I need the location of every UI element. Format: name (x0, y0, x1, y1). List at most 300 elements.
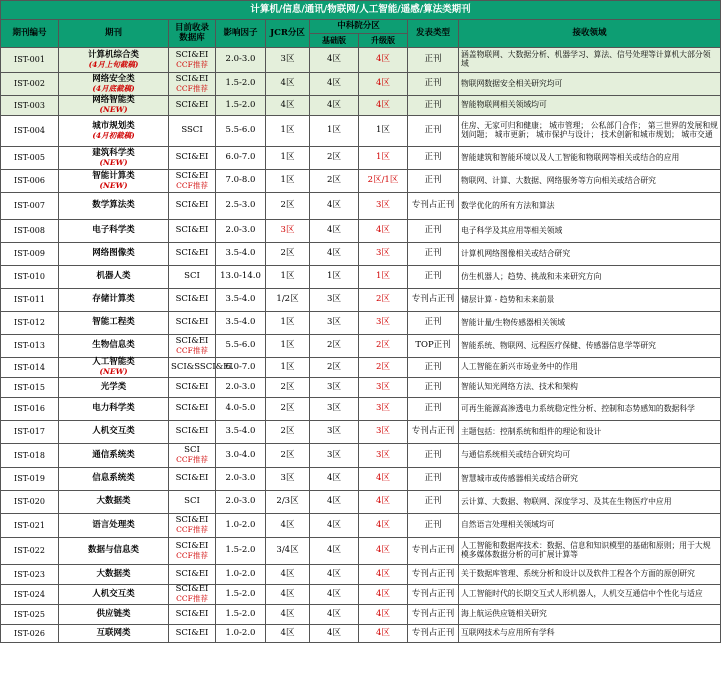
jcr-zone: 2区 (266, 378, 310, 398)
journal-name: 网络图像类 (92, 248, 135, 259)
jcr-zone: 3区 (266, 48, 310, 73)
database-cell (169, 170, 216, 193)
table-row (1, 421, 721, 444)
database-cell (169, 358, 233, 378)
publication-type: 正刊 (408, 398, 459, 421)
database: SCI&EI (175, 568, 209, 579)
jcr-zone: 1区 (266, 266, 310, 289)
cas-basic-zone: 4区 (310, 514, 359, 538)
deadline-note: (4月底截稿) (92, 83, 135, 93)
publication-type: 正刊 (408, 243, 459, 266)
journal-id: IST-010 (1, 266, 59, 289)
table-row (1, 625, 721, 643)
journal-name-cell (59, 378, 169, 398)
cas-basic-zone: 3区 (310, 398, 359, 421)
cas-upgrade-zone: 3区 (359, 421, 408, 444)
jcr-zone: 4区 (266, 605, 310, 625)
sheet-title: 计算机/信息/通讯/物联网/人工智能/遥感/算法类期刊 (1, 1, 721, 20)
publication-type: 正刊 (408, 147, 459, 170)
database: SCI&SSCI&EI (171, 361, 233, 372)
journal-name: 大数据类 (96, 568, 131, 579)
journal-name: 生物信息类 (92, 340, 135, 351)
database: SCI&EI (175, 152, 209, 163)
ccf-badge: CCF推荐 (176, 345, 208, 355)
database-cell (169, 378, 216, 398)
impact-factor: 1.5-2.0 (216, 538, 266, 565)
cas-upgrade-zone: 4区 (359, 48, 408, 73)
impact-factor: 2.0-3.0 (216, 48, 266, 73)
cas-upgrade-zone: 4区 (359, 491, 408, 514)
database-cell (169, 585, 216, 605)
journal-id: IST-016 (1, 398, 59, 421)
journal-id: IST-022 (1, 538, 59, 565)
database: SCI&EI (175, 200, 209, 211)
accepted-fields: 可再生能源高渗透电力系统稳定性分析、控制和态势感知的数据科学 (459, 398, 721, 421)
publication-type: 专刊占正刊 (408, 605, 459, 625)
jcr-zone: 1区 (266, 358, 310, 378)
cas-basic-zone: 3区 (310, 444, 359, 468)
cas-upgrade-zone: 1区 (359, 116, 408, 147)
cas-basic-zone: 1区 (310, 116, 359, 147)
table-row (1, 96, 721, 116)
ccf-badge: CCF推荐 (176, 594, 208, 604)
journal-name-cell (59, 625, 169, 643)
accepted-fields: 与通信系统相关或结合研究均可 (459, 444, 721, 468)
table-row (1, 116, 721, 147)
database-cell (169, 147, 216, 170)
journal-id: IST-008 (1, 220, 59, 243)
database: SCI&EI (175, 608, 209, 619)
table-row (1, 358, 721, 378)
cas-upgrade-zone: 3区 (359, 378, 408, 398)
database: SCI&EI (175, 170, 209, 181)
publication-type: 专刊占正刊 (408, 289, 459, 312)
ccf-badge: CCF推荐 (176, 83, 208, 93)
cas-basic-zone: 4区 (310, 468, 359, 491)
database: SCI&EI (175, 515, 209, 526)
cas-upgrade-zone: 2区 (359, 335, 408, 358)
journal-id: IST-011 (1, 289, 59, 312)
publication-type: 正刊 (408, 378, 459, 398)
database-cell (169, 398, 216, 421)
journal-name-cell (59, 538, 169, 565)
database-cell (169, 335, 216, 358)
jcr-zone: 4区 (266, 514, 310, 538)
cas-upgrade-zone: 4区 (359, 605, 408, 625)
cas-upgrade-zone: 4区 (359, 565, 408, 585)
impact-factor: 6.0-7.0 (216, 147, 266, 170)
impact-factor: 4.0-5.0 (216, 398, 266, 421)
table-row (1, 444, 721, 468)
journal-id: IST-013 (1, 335, 59, 358)
cas-upgrade-zone: 4区 (359, 73, 408, 96)
database: SCI&EI (175, 317, 209, 328)
cas-basic-zone: 4区 (310, 538, 359, 565)
impact-factor: 2.5-3.0 (216, 193, 266, 220)
journal-name: 电子科学类 (92, 225, 135, 236)
cas-basic-zone: 3区 (310, 289, 359, 312)
jcr-zone: 2/3区 (266, 491, 310, 514)
publication-type: 正刊 (408, 468, 459, 491)
accepted-fields: 主题包括：控制系统和组件的理论和设计 (459, 421, 721, 444)
database: SCI (184, 445, 200, 456)
database-cell (169, 312, 216, 335)
cas-basic-zone: 4区 (310, 625, 359, 643)
journal-name: 存储计算类 (92, 294, 135, 305)
ccf-badge: CCF推荐 (176, 180, 208, 190)
database-cell (169, 565, 216, 585)
database: SCI&EI (175, 426, 209, 437)
journal-name: 光学类 (100, 381, 127, 392)
jcr-zone: 4区 (266, 625, 310, 643)
impact-factor: 3.5-4.0 (216, 243, 266, 266)
journal-id: IST-023 (1, 565, 59, 585)
impact-factor: 1.5-2.0 (216, 96, 266, 116)
jcr-zone: 1区 (266, 116, 310, 147)
journal-name-cell (59, 116, 169, 147)
deadline-note: (NEW) (99, 105, 128, 115)
publication-type: 正刊 (408, 48, 459, 73)
cas-basic-zone: 3区 (310, 421, 359, 444)
jcr-zone: 2区 (266, 398, 310, 421)
ccf-badge: CCF推荐 (176, 550, 208, 560)
accepted-fields: 智慧城市或传感器相关或结合研究 (459, 468, 721, 491)
jcr-zone: 2区 (266, 193, 310, 220)
cas-basic-zone: 4区 (310, 96, 359, 116)
cas-basic-zone: 2区 (310, 335, 359, 358)
cas-upgrade-zone: 4区 (359, 538, 408, 565)
cas-upgrade-zone: 3区 (359, 312, 408, 335)
table-row (1, 605, 721, 625)
journal-id: IST-014 (1, 358, 59, 378)
journal-name-cell (59, 565, 169, 585)
impact-factor: 1.5-2.0 (216, 605, 266, 625)
impact-factor: 5.5-6.0 (216, 116, 266, 147)
accepted-fields: 涵盖物联网、大数据分析、机器学习、算法、信号处理等计算机大部分领域 (459, 48, 721, 73)
journal-name-cell (59, 514, 169, 538)
table-row (1, 220, 721, 243)
cas-basic-zone: 3区 (310, 378, 359, 398)
cas-upgrade-zone: 3区 (359, 243, 408, 266)
journal-name-cell (59, 220, 169, 243)
accepted-fields: 人工智能时代的长期交互式人形机器人，人机交互通信中个性化与适应 (459, 585, 721, 605)
cas-basic-zone: 4区 (310, 220, 359, 243)
journal-id: IST-026 (1, 625, 59, 643)
cas-basic-zone: 2区 (310, 147, 359, 170)
cas-upgrade-zone: 2区/1区 (359, 170, 408, 193)
database: SCI&EI (175, 473, 209, 484)
jcr-zone: 1区 (266, 147, 310, 170)
database-cell (169, 421, 216, 444)
publication-type: 正刊 (408, 116, 459, 147)
publication-type: 正刊 (408, 96, 459, 116)
cas-basic-zone: 4区 (310, 565, 359, 585)
publication-type: TOP正刊 (408, 335, 459, 358)
table-row (1, 312, 721, 335)
table-row (1, 335, 721, 358)
journal-id: IST-024 (1, 585, 59, 605)
table-row (1, 48, 721, 73)
database: SCI&EI (175, 73, 209, 84)
accepted-fields: 数学优化的所有方法和算法 (459, 193, 721, 220)
jcr-zone: 3区 (266, 220, 310, 243)
accepted-fields: 电子科学及其应用等相关领域 (459, 220, 721, 243)
journal-id: IST-012 (1, 312, 59, 335)
database: SCI&EI (175, 381, 209, 392)
cas-basic-zone: 4区 (310, 48, 359, 73)
database-cell (169, 625, 216, 643)
cas-basic-zone: 1区 (310, 266, 359, 289)
journal-id: IST-021 (1, 514, 59, 538)
database: SCI&EI (175, 248, 209, 259)
publication-type: 正刊 (408, 266, 459, 289)
cas-upgrade-zone: 4区 (359, 514, 408, 538)
ccf-badge: CCF推荐 (176, 59, 208, 69)
journal-name: 城市规划类 (92, 120, 135, 131)
database-cell (169, 73, 216, 96)
publication-type: 专刊占正刊 (408, 565, 459, 585)
cas-upgrade-zone: 3区 (359, 444, 408, 468)
database: SCI&EI (175, 627, 209, 638)
jcr-zone: 4区 (266, 565, 310, 585)
journal-name: 大数据类 (96, 496, 131, 507)
table-row (1, 468, 721, 491)
journal-id: IST-015 (1, 378, 59, 398)
journal-name-cell (59, 605, 169, 625)
publication-type: 正刊 (408, 312, 459, 335)
journal-id: IST-017 (1, 421, 59, 444)
journal-name: 网络安全类 (92, 73, 135, 84)
cas-basic-zone: 4区 (310, 193, 359, 220)
accepted-fields: 计算机网络图像相关或结合研究 (459, 243, 721, 266)
jcr-zone: 1/2区 (266, 289, 310, 312)
cas-upgrade-zone: 3区 (359, 193, 408, 220)
journal-id: IST-025 (1, 605, 59, 625)
table-row (1, 170, 721, 193)
journal-name-cell (59, 444, 169, 468)
impact-factor: 3.5-4.0 (216, 421, 266, 444)
publication-type: 正刊 (408, 444, 459, 468)
database: SCI&EI (175, 403, 209, 414)
database-cell (169, 266, 216, 289)
journal-name: 通信系统类 (92, 449, 135, 460)
journal-name-cell (59, 243, 169, 266)
journal-id: IST-019 (1, 468, 59, 491)
database: SCI&EI (175, 49, 209, 60)
database: SCI&EI (175, 99, 209, 110)
journal-id: IST-004 (1, 116, 59, 147)
accepted-fields: 互联网技术与应用所有学科 (459, 625, 721, 643)
cas-upgrade-zone: 1区 (359, 266, 408, 289)
accepted-fields: 储层计算 - 趋势和未来前景 (459, 289, 721, 312)
accepted-fields: 智能建筑和智能环境以及人工智能和物联网等相关或结合的应用 (459, 147, 721, 170)
accepted-fields: 物联网数据安全相关研究均可 (459, 73, 721, 96)
cas-basic-zone: 3区 (310, 312, 359, 335)
accepted-fields: 海上航运供应链相关研究 (459, 605, 721, 625)
cas-upgrade-zone: 2区 (359, 358, 408, 378)
journal-id: IST-007 (1, 193, 59, 220)
accepted-fields: 自然语言处理相关领域均可 (459, 514, 721, 538)
cas-upgrade-zone: 1区 (359, 147, 408, 170)
journal-name: 智能工程类 (92, 317, 135, 328)
impact-factor: 3.5-4.0 (216, 312, 266, 335)
journal-id: IST-009 (1, 243, 59, 266)
database-cell (169, 116, 216, 147)
table-row (1, 585, 721, 605)
deadline-note: (NEW) (99, 180, 128, 190)
table-body (1, 48, 721, 643)
deadline-note: (4月上旬截稿) (88, 59, 139, 69)
impact-factor: 1.0-2.0 (216, 625, 266, 643)
table-row (1, 147, 721, 170)
database-cell (169, 514, 216, 538)
jcr-zone: 2区 (266, 243, 310, 266)
database-cell (169, 243, 216, 266)
journal-name-cell (59, 73, 169, 96)
table-row (1, 491, 721, 514)
impact-factor: 1.5-2.0 (216, 585, 266, 605)
journal-name: 互联网类 (96, 627, 131, 638)
table-row (1, 398, 721, 421)
header-journal: 期刊 (59, 20, 169, 48)
jcr-zone: 4区 (266, 96, 310, 116)
journal-id: IST-005 (1, 147, 59, 170)
header-db: 目前收录数据库 (169, 20, 216, 48)
accepted-fields: 关于数据库管理、系统分析和设计以及软件工程各个方面的原创研究 (459, 565, 721, 585)
journal-id: IST-006 (1, 170, 59, 193)
cas-upgrade-zone: 4区 (359, 468, 408, 491)
ccf-badge: CCF推荐 (176, 525, 208, 535)
database: SCI&EI (175, 294, 209, 305)
jcr-zone: 2区 (266, 421, 310, 444)
accepted-fields: 智能计量/生物传感器相关领域 (459, 312, 721, 335)
journal-name-cell (59, 468, 169, 491)
impact-factor: 2.0-3.0 (216, 220, 266, 243)
database-cell (169, 444, 216, 468)
accepted-fields: 云计算、大数据、物联网、深度学习、及其在生物医疗中应用 (459, 491, 721, 514)
publication-type: 专刊占正刊 (408, 585, 459, 605)
journal-name-cell (59, 193, 169, 220)
table-row (1, 193, 721, 220)
journal-name: 人工智能类 (92, 357, 135, 368)
cas-basic-zone: 2区 (310, 358, 359, 378)
publication-type: 专刊占正刊 (408, 625, 459, 643)
header-cas-upgrade: 升级版 (359, 34, 408, 48)
journal-name-cell (59, 421, 169, 444)
journal-name: 电力科学类 (92, 403, 135, 414)
journal-name: 智能计算类 (92, 170, 135, 181)
cas-upgrade-zone: 4区 (359, 220, 408, 243)
impact-factor: 1.5-2.0 (216, 73, 266, 96)
deadline-note: (NEW) (99, 157, 128, 167)
cas-basic-zone: 4区 (310, 243, 359, 266)
journal-name: 网络智能类 (92, 95, 135, 106)
journal-name: 建筑科学类 (92, 147, 135, 158)
journal-name: 计算机综合类 (87, 49, 139, 60)
jcr-zone: 4区 (266, 585, 310, 605)
impact-factor: 7.0-8.0 (216, 170, 266, 193)
database: SCI (184, 271, 200, 282)
cas-upgrade-zone: 3区 (359, 398, 408, 421)
cas-basic-zone: 4区 (310, 605, 359, 625)
deadline-note: (4月初截稿) (92, 130, 135, 140)
jcr-zone: 3/4区 (266, 538, 310, 565)
publication-type: 正刊 (408, 220, 459, 243)
journal-name: 供应链类 (96, 608, 131, 619)
journal-id: IST-002 (1, 73, 59, 96)
database: SCI&EI (175, 540, 209, 551)
impact-factor: 1.0-2.0 (216, 565, 266, 585)
table-row (1, 266, 721, 289)
deadline-note: (NEW) (99, 367, 128, 377)
header-pubtype: 发表类型 (408, 20, 459, 48)
cas-upgrade-zone: 4区 (359, 625, 408, 643)
impact-factor: 6.0-7.0 (216, 358, 266, 378)
jcr-zone: 1区 (266, 335, 310, 358)
journal-name-cell (59, 491, 169, 514)
table-row (1, 289, 721, 312)
journal-id: IST-018 (1, 444, 59, 468)
journal-name-cell (59, 312, 169, 335)
journal-name: 信息系统类 (92, 473, 135, 484)
database-cell (169, 48, 216, 73)
impact-factor: 3.0-4.0 (216, 444, 266, 468)
journal-name-cell (59, 96, 169, 116)
journal-name: 人机交互类 (92, 426, 135, 437)
impact-factor: 5.5-6.0 (216, 335, 266, 358)
cas-upgrade-zone: 4区 (359, 96, 408, 116)
impact-factor: 3.5-4.0 (216, 289, 266, 312)
header-cas: 中科院分区 (310, 20, 408, 34)
impact-factor: 2.0-3.0 (216, 378, 266, 398)
journal-name: 人机交互类 (92, 588, 135, 599)
journal-name-cell (59, 170, 169, 193)
journal-name-cell (59, 585, 169, 605)
accepted-fields: 智能认知光网络方法、技术和架构 (459, 378, 721, 398)
journal-id: IST-001 (1, 48, 59, 73)
journal-name-cell (59, 147, 169, 170)
table-row (1, 538, 721, 565)
header-impact-factor: 影响因子 (216, 20, 266, 48)
cas-upgrade-zone: 4区 (359, 585, 408, 605)
jcr-zone: 2区 (266, 444, 310, 468)
database-cell (169, 220, 216, 243)
journal-name: 数学算法类 (92, 200, 135, 211)
publication-type: 专刊占正刊 (408, 421, 459, 444)
journal-name-cell (59, 48, 169, 73)
journal-name-cell (59, 289, 169, 312)
database: SSCI (181, 125, 203, 136)
accepted-fields: 仿生机器人；趋势、挑战和未来研究方向 (459, 266, 721, 289)
publication-type: 专刊占正刊 (408, 193, 459, 220)
publication-type: 正刊 (408, 514, 459, 538)
database-cell (169, 289, 216, 312)
database-cell (169, 538, 216, 565)
jcr-zone: 1区 (266, 170, 310, 193)
table-row (1, 514, 721, 538)
accepted-fields: 人工智能在新兴市场业务中的作用 (459, 358, 721, 378)
publication-type: 正刊 (408, 73, 459, 96)
table-row (1, 378, 721, 398)
cas-upgrade-zone: 2区 (359, 289, 408, 312)
accepted-fields: 智能系统、物联网、远程医疗保健、传感器信息学等研究 (459, 335, 721, 358)
journal-name-cell (59, 335, 169, 358)
journal-name-cell (59, 398, 169, 421)
impact-factor: 2.0-3.0 (216, 491, 266, 514)
accepted-fields: 物联网、计算、大数据、网络服务等方向相关或结合研究 (459, 170, 721, 193)
publication-type: 正刊 (408, 491, 459, 514)
impact-factor: 13.0-14.0 (216, 266, 266, 289)
